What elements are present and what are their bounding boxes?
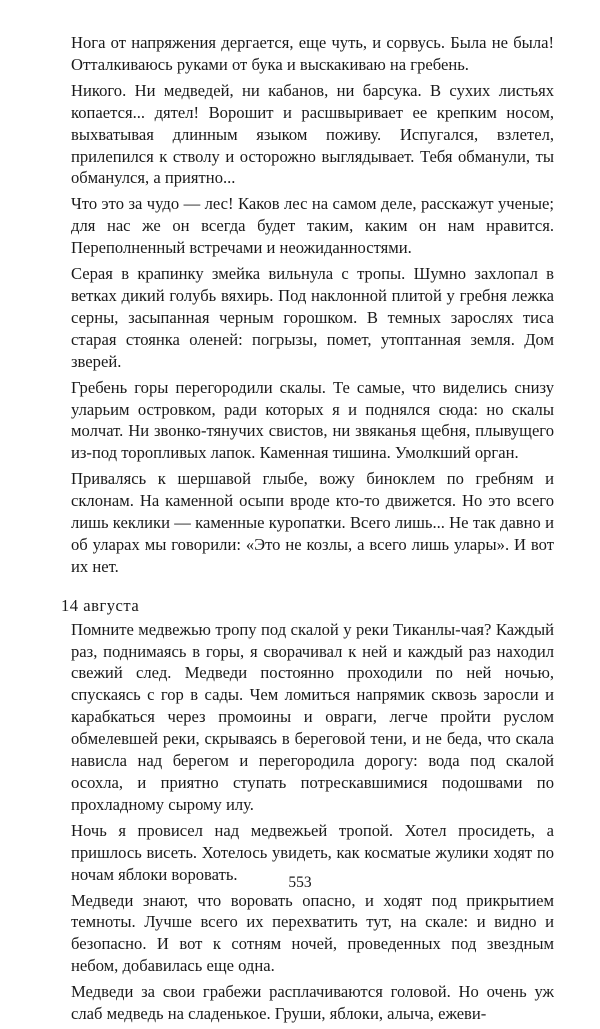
- paragraph: Помните медвежью тропу под скалой у реки Тиканлы-чая? Каждый раз, поднимаясь в горы, я сворачивал к ней и каждый раз находил свежий след. Медведи постоянно проходили по ней ночью, спускаясь с гор в сады. Чем ломиться напрямик сквозь заросли и карабкаться через промоины и овраги, легче пройти руслом обмелевшей реки, скрываясь в береговой тени, и не беда, что скала нависла над берегом и перегородила дорогу: вода под скалой осохла, и приятно ступать потрескавшимися подошвами по прохладному сырому илу.: [71, 619, 554, 814]
- paragraph: Нога от напряжения дергается, еще чуть, и сорвусь. Была не была! Отталкиваюсь руками от бука и выскакиваю на гребень.: [71, 33, 554, 74]
- paragraph: Что это за чудо — лес! Каков лес на самом деле, расскажут ученые; для нас же он всегда будет таким, каким он нам нравится. Переполненный встречами и неожиданностями.: [71, 194, 554, 258]
- paragraph: Гребень горы перегородили скалы. Те самые, что виделись снизу уларьим островком, ради которых я и поднялся сюда: но скалы молчат. Ни звонко-тянучих свистов, ни звяканья щебня, плывущего из-под торопливых лапок. Каменная тишина. Умолкший орган.: [71, 377, 554, 463]
- paragraph: Никого. Ни медведей, ни кабанов, ни барсука. В сухих листьях копается... дятел! Ворошит и расшвыривает ее крепким носом, выхватывая длинным языком поживу. Испугался, взлетел, прилепился к стволу и осторожно выглядывает. Тебя обманули, ты обманулся, а приятно...: [71, 80, 554, 188]
- paragraph: Ночь я провисел над медвежьей тропой. Хотел просидеть, а пришлось висеть. Хотелось увидеть, как косматые жулики ходят по ночам яблоки воровать.: [71, 820, 554, 884]
- paragraph: Медведи знают, что воровать опасно, и ходят под прикрытием темноты. Лучше всего их перехватить тут, на скале: и видно и безопасно. И вот к сотням ночей, проведенных под звездным небом, добавилась еще одна.: [71, 890, 554, 976]
- paragraph: Привалясь к шершавой глыбе, вожу биноклем по гребням и склонам. На каменной осыпи вроде кто-то движется. Но это всего лишь кеклики — каменные куропатки. Всего лишь... Не так давно и об уларах мы говорили: «Это не козлы, а всего лишь улары». И вот их нет.: [71, 469, 554, 576]
- page-number: 553: [288, 874, 312, 891]
- paragraph: Серая в крапинку змейка вильнула с тропы. Шумно захлопал в ветках дикий голубь вяхирь. Под наклонной плитой у гребня лежка серны, засыпанная черным горошком. В темных зарослях тиса старая стоянка оленей: погрызы, помет, утоптанная земля. Дом зверей.: [71, 264, 554, 371]
- date-heading: 14 августа: [61, 595, 140, 615]
- paragraph: Медведи за свои грабежи расплачиваются головой. Но очень уж слаб медведь на сладенькое. Груши, яблоки, алыча, ежеви-: [71, 982, 554, 1024]
